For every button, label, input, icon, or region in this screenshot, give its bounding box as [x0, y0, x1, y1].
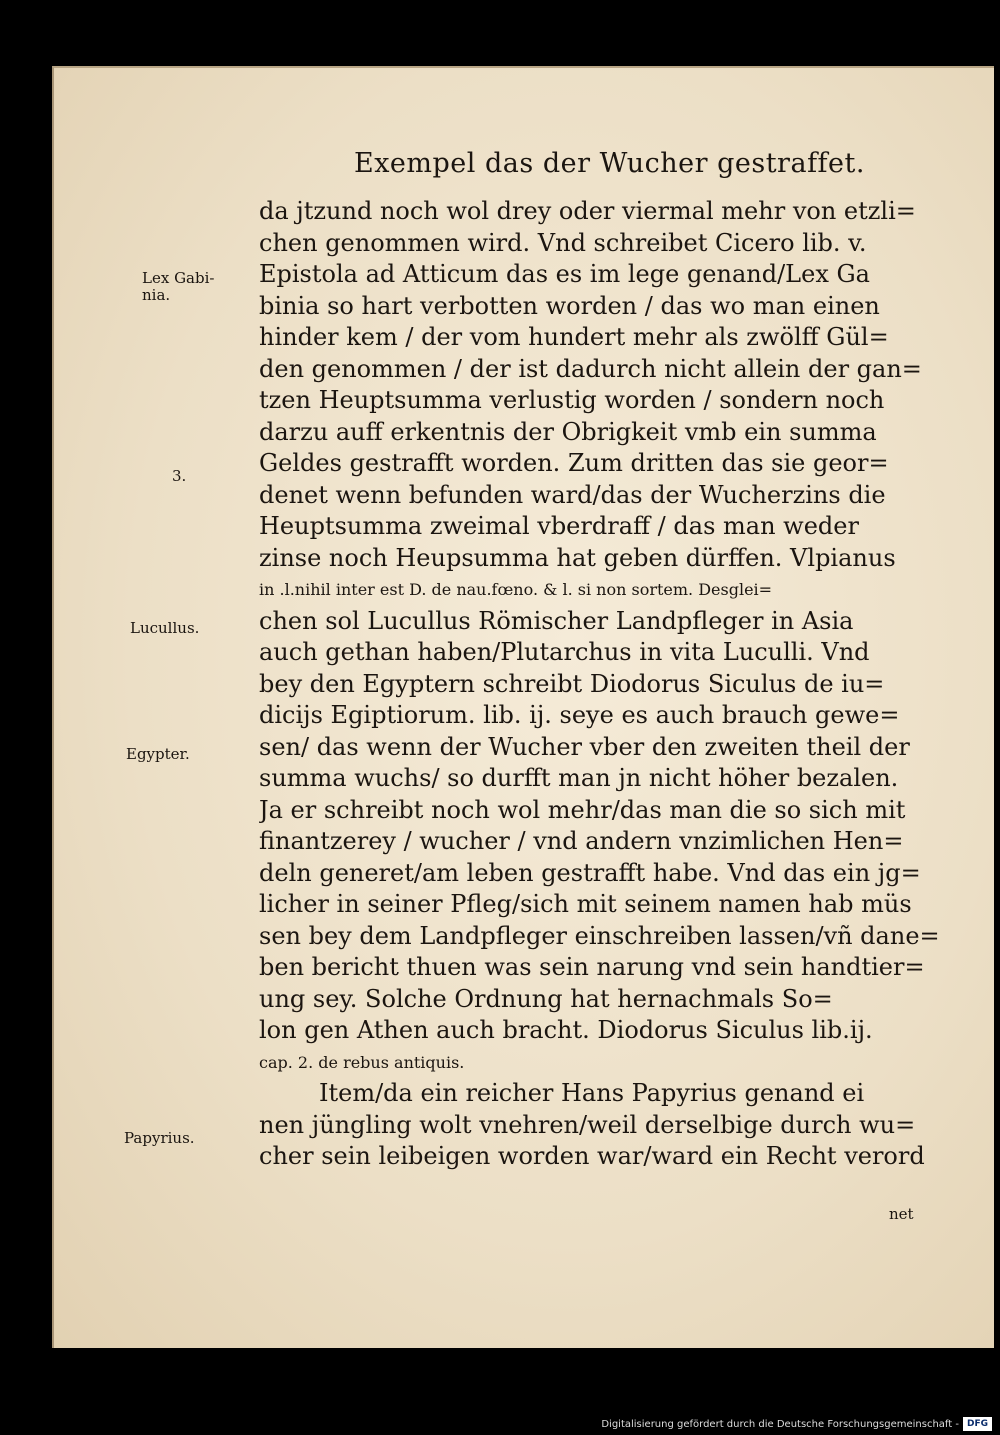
footer	[601, 1417, 992, 1431]
text-line: nen jüngling wolt vnehren/weil derselbige durch wu=	[259, 1110, 916, 1139]
text-line: da jtzund noch wol drey oder viermal mehr von etzli=	[259, 197, 916, 225]
text-line: chen sol Lucullus Römischer Landpfleger in Asia	[259, 606, 854, 635]
text-line: tzen Heuptsumma verlustig worden / sondern noch	[259, 386, 885, 414]
margin-note-egypter: Egypter.	[126, 745, 190, 763]
text-line: licher in seiner Pfleg/sich mit seinem namen hab müs	[259, 890, 912, 918]
text-line-citation: in .l.nihil inter est D. de nau.fœno. & l. si non sortem. Desglei=	[259, 580, 773, 599]
text-line: sen/ das wenn der Wucher vber den zweiten theil der	[259, 732, 910, 761]
text-line: Heuptsumma zweimal vberdraff / das man weder	[259, 512, 859, 540]
text-line: ung sey. Solche Ordnung hat hernachmals So=	[259, 984, 833, 1013]
text-line: darzu auff erkentnis der Obrigkeit vmb ein summa	[259, 417, 877, 446]
text-line: zinse noch Heupsumma hat geben dürffen. Vlpianus	[259, 543, 896, 572]
text-line: binia so hart verbotten worden / das wo man einen	[259, 291, 880, 320]
text-line: den genommen / der ist dadurch nicht allein der gan=	[259, 354, 922, 383]
margin-note-three: 3.	[172, 467, 187, 485]
dfg-logo-icon: DFG	[963, 1417, 992, 1431]
text-line: chen genommen wird. Vnd schreibet Cicero lib. v.	[259, 228, 867, 257]
text-line: Geldes gestrafft worden. Zum dritten das sie geor=	[259, 449, 889, 477]
text-line: auch gethan haben/Plutarchus in vita Luculli. Vnd	[259, 638, 870, 666]
text-line: cher sein leibeigen worden war/ward ein Recht verord	[259, 1142, 925, 1170]
catchword: net	[889, 1205, 914, 1223]
text-line: hinder kem / der vom hundert mehr als zwölff Gül=	[259, 323, 889, 351]
text-line: summa wuchs/ so durfft man jn nicht höher bezalen.	[259, 764, 899, 792]
text-line-citation: cap. 2. de rebus antiquis.	[259, 1052, 465, 1072]
text-line: Ja er schreibt noch wol mehr/das man die so sich mit	[259, 795, 906, 824]
text-line: deln generet/am leben gestrafft habe. Vnd das ein jg=	[259, 858, 921, 887]
text-line: lon gen Athen auch bracht. Diodorus Siculus lib.ij.	[259, 1016, 873, 1044]
footer-text: Digitalisierung gefördert durch die Deutsche Forschungsgemeinschaft -	[601, 1418, 959, 1430]
margin-note-lucullus: Lucullus.	[130, 619, 200, 637]
text-line: denet wenn befunden ward/das der Wucherzins die	[259, 480, 886, 509]
margin-note-lex-gabinia: Lex Gabi- nia.	[142, 269, 215, 304]
margin-note-papyrius: Papyrius.	[124, 1129, 195, 1147]
text-line: bey den Egyptern schreibt Diodorus Siculus de iu=	[259, 669, 885, 698]
scanned-page	[52, 66, 994, 1348]
body-text	[259, 196, 959, 1173]
text-line-paragraph-start: Item/da ein reicher Hans Papyrius genand ei	[319, 1079, 865, 1107]
text-line: sen bey dem Landpfleger einschreiben lassen/vñ dane=	[259, 921, 940, 950]
running-head: Exempel das der Wucher gestraffet.	[354, 148, 865, 179]
text-line: Epistola ad Atticum das es im lege genand/Lex Ga	[259, 260, 870, 288]
text-line: ben bericht thuen was sein narung vnd sein handtier=	[259, 953, 925, 981]
text-line: finantzerey / wucher / vnd andern vnzimlichen Hen=	[259, 827, 904, 855]
text-line: dicijs Egiptiorum. lib. ij. seye es auch brauch gewe=	[259, 701, 900, 729]
